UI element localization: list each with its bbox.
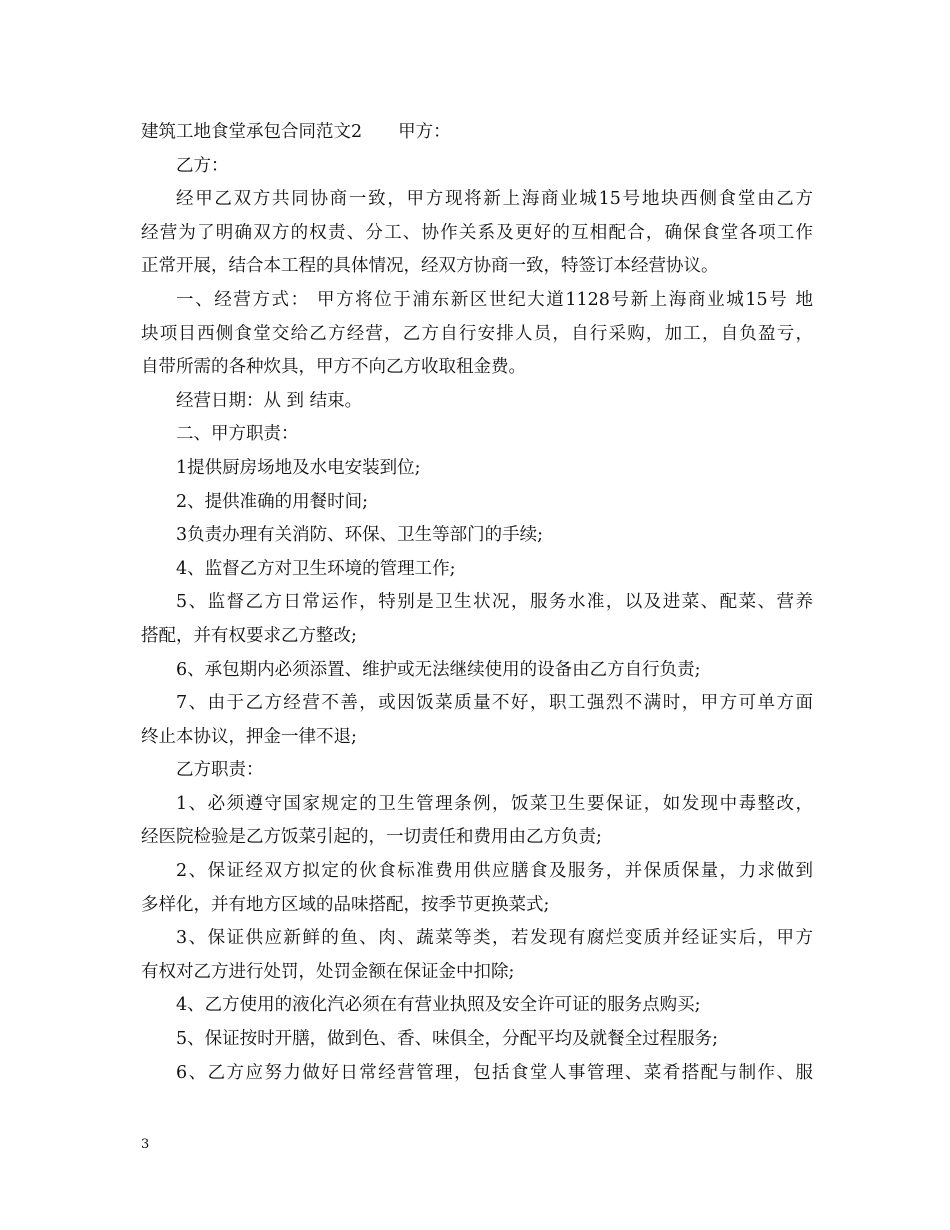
party-a-duty-1: 1提供厨房场地及水电安装到位; <box>176 457 421 478</box>
party-b-duty-5: 5、保证按时开膳，做到色、香、味俱全，分配平均及就餐全过程服务; <box>176 1029 719 1050</box>
party-a-duty-5-line-2: 搭配，并有权要求乙方整改; <box>141 625 357 646</box>
party-b-duty-1-line-2: 经医院检验是乙方饭菜引起的，一切责任和费用由乙方负责; <box>141 827 602 848</box>
party-b-label: 乙方： <box>176 155 229 176</box>
party-b-duty-4: 4、乙方使用的液化汽必须在有营业执照及安全许可证的服务点购买; <box>176 995 701 1016</box>
party-a-duty-7-line-1: 7、由于乙方经营不善，或因饭菜质量不好，职工强烈不满时，甲方可单方面 <box>176 693 813 714</box>
operating-period: 经营日期：从 到 结束。 <box>176 390 363 411</box>
document-body <box>141 116 813 1090</box>
intro-line-2: 经营为了明确双方的权责、分工、协作关系及更好的互相配合，确保食堂各项工作 <box>141 222 813 243</box>
intro-line-3: 正常开展，结合本工程的具体情况，经双方协商一致，特签订本经营协议。 <box>141 256 719 277</box>
party-a-duty-2: 2、提供准确的用餐时间; <box>176 491 369 512</box>
section3-heading: 乙方职责： <box>176 760 264 781</box>
party-a-duty-5-line-1: 5、监督乙方日常运作，特别是卫生状况，服务水准，以及进菜、配菜、营养 <box>176 592 813 613</box>
section1-line-1: 一、经营方式： 甲方将位于浦东新区世纪大道1128号新上海商业城15号 地 <box>176 289 813 310</box>
party-a-duty-6: 6、承包期内必须添置、维护或无法继续使用的设备由乙方自行负责; <box>176 659 701 680</box>
intro-line-1: 经甲乙双方共同协商一致，甲方现将新上海商业城15号地块西侧食堂由乙方 <box>176 189 813 210</box>
party-a-label: 甲方： <box>398 122 451 142</box>
section1-line-2: 块项目西侧食堂交给乙方经营，乙方自行安排人员，自行采购，加工，自负盈亏， <box>141 323 813 344</box>
party-b-duty-1-line-1: 1、必须遵守国家规定的卫生管理条例，饭菜卫生要保证，如发现中毒整改， <box>176 793 813 814</box>
section2-heading: 二、甲方职责： <box>176 424 299 445</box>
party-a-duty-3: 3负责办理有关消防、环保、卫生等部门的手续; <box>176 525 544 546</box>
party-b-duty-2-line-1: 2、保证经双方拟定的伙食标准费用供应膳食及服务，并保质保量，力求做到 <box>176 861 813 882</box>
title-line <box>141 116 813 150</box>
page-number: 3 <box>141 1137 150 1152</box>
party-b-duty-3-line-1: 3、保证供应新鲜的鱼、肉、蔬菜等类，若发现有腐烂变质并经证实后，甲方 <box>176 928 813 949</box>
party-b-duty-3-line-2: 有权对乙方进行处罚，处罚金额在保证金中扣除; <box>141 961 515 982</box>
section1-line-3: 自带所需的各种炊具，甲方不向乙方收取租金费。 <box>141 357 526 378</box>
party-a-duty-7-line-2: 终止本协议，押金一律不退; <box>141 726 357 747</box>
party-a-duty-4: 4、监督乙方对卫生环境的管理工作; <box>176 558 456 579</box>
party-b-duty-6-line-1: 6、乙方应努力做好日常经营管理，包括食堂人事管理、菜肴搭配与制作、服 <box>176 1062 813 1083</box>
document-title: 建筑工地食堂承包合同范文2 <box>141 122 363 142</box>
party-b-duty-2-line-2: 多样化，并有地方区域的品味搭配，按季节更换菜式; <box>141 894 550 915</box>
